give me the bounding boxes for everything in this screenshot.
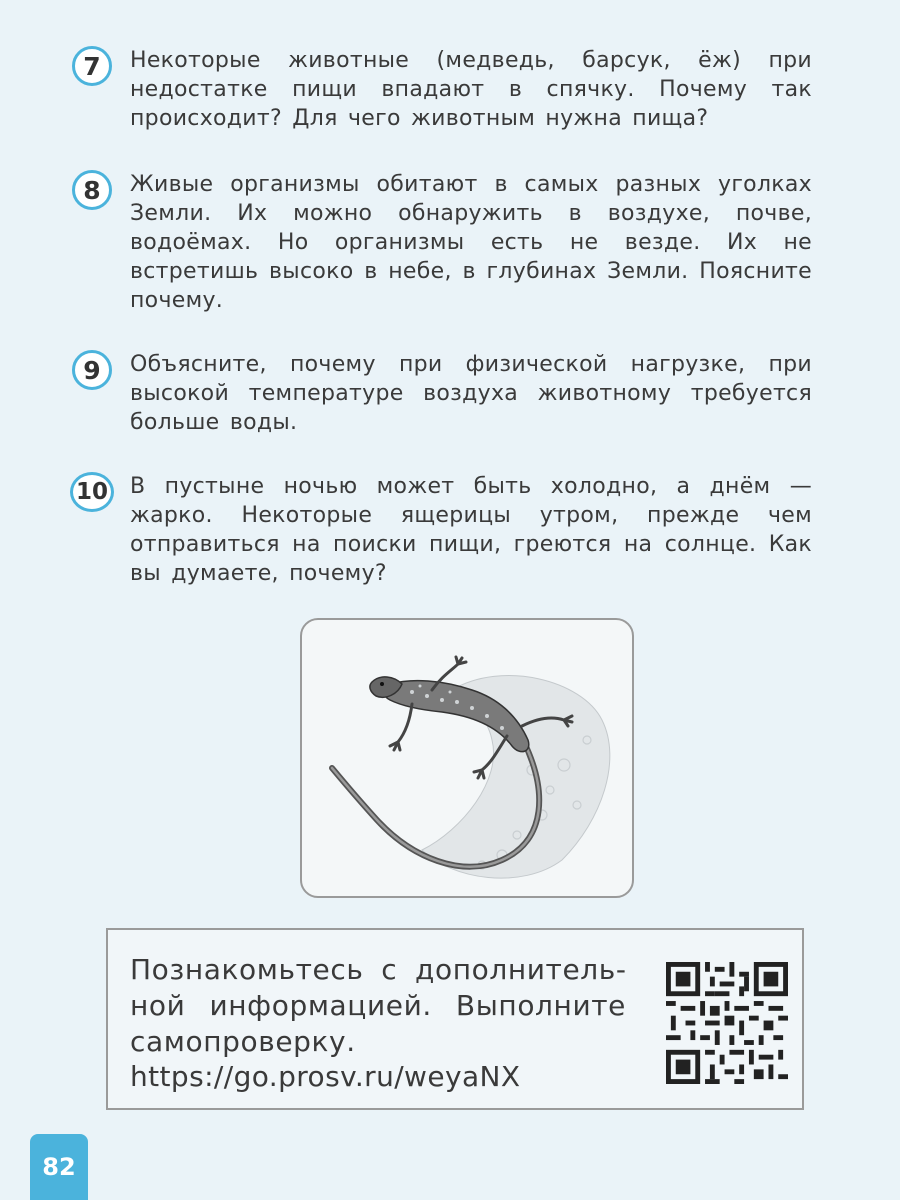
info-link[interactable]: https://go.prosv.ru/weyaNX	[130, 1060, 521, 1093]
info-text: Познакомьтесь с дополнительной информацией. Выполните самопроверку.	[130, 953, 626, 1058]
task-text: Живые организмы обитают в самых разных уголках Земли. Их можно обнаружить в воздухе, почве, водоёмах. Но организмы есть не везде. Их не встретишь высоко в небе, в глубинах Земли. Поясните почему.	[130, 172, 812, 313]
task-10	[72, 472, 812, 588]
lizard-illustration-icon	[302, 620, 634, 898]
task-number-badge: 7	[72, 46, 112, 86]
task-8	[72, 170, 812, 315]
task-number-badge: 10	[70, 472, 114, 512]
task-7	[72, 46, 812, 133]
qr-code-icon[interactable]	[666, 962, 788, 1084]
additional-info-box	[106, 928, 804, 1110]
task-number-badge: 9	[72, 350, 112, 390]
lizard-picture-frame	[300, 618, 634, 898]
page-number: 82	[30, 1134, 88, 1200]
task-number-badge: 8	[72, 170, 112, 210]
task-9	[72, 350, 812, 437]
task-text: Объясните, почему при физической нагрузке, при высокой температуре воздуха животному требуется больше воды.	[130, 352, 812, 435]
task-text: Некоторые животные (медведь, барсук, ёж) при недостатке пищи впадают в спячку. Почему так происходит? Для чего животным нужна пища?	[130, 48, 812, 131]
task-text: В пустыне ночью может быть холодно, а днём — жарко. Некоторые ящерицы утром, прежде чем отправиться на поиски пищи, греются на солнце. Как вы думаете, почему?	[130, 474, 812, 586]
